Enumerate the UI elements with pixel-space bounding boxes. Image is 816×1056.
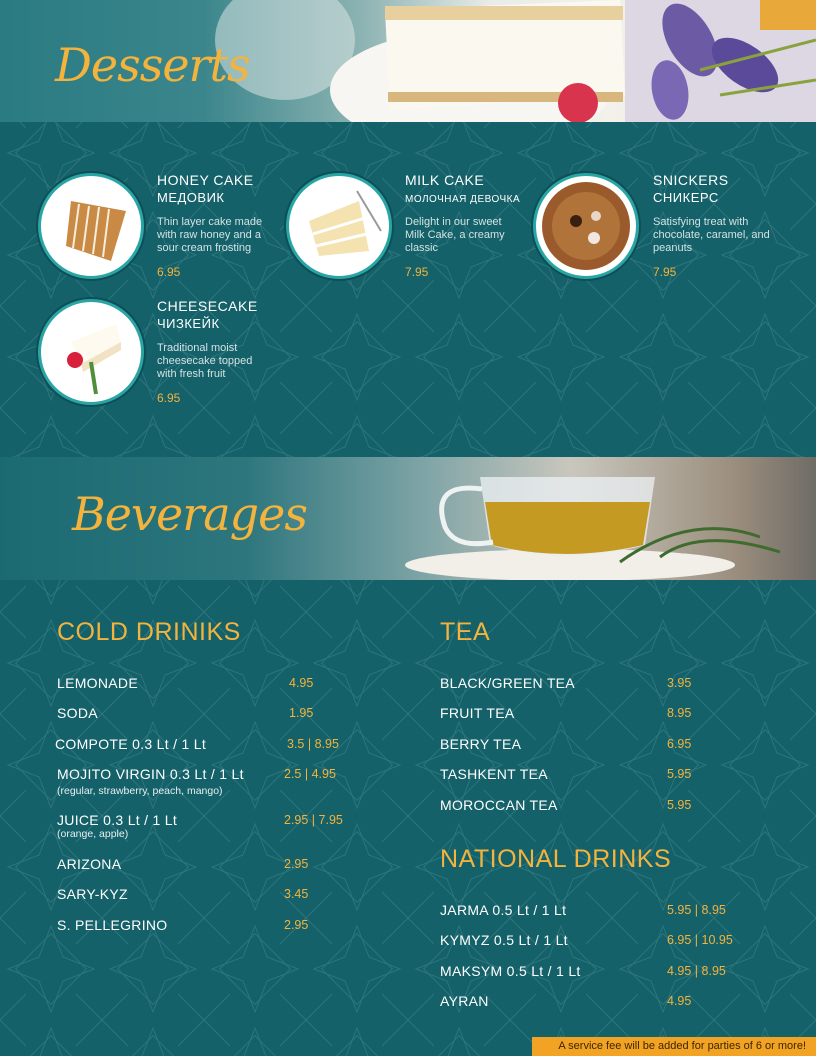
dessert-name: MILK CAKE <box>405 172 485 188</box>
lavender-flowers-image <box>625 0 816 122</box>
drink-note: (orange, apple) <box>57 828 129 840</box>
drink-name: ARIZONA <box>57 856 122 872</box>
desserts-title: Desserts <box>55 38 250 92</box>
dessert-price: 7.95 <box>653 265 677 279</box>
drink-price: 2.95 <box>284 857 309 871</box>
cold-drinks-title: COLD DRINIKS <box>57 618 241 646</box>
drink-name: BERRY TEA <box>440 736 522 752</box>
honey-cake-image <box>38 173 144 279</box>
drink-price: 4.95 <box>289 676 314 690</box>
dessert-price: 6.95 <box>157 265 181 279</box>
beverages-title: Beverages <box>72 487 307 541</box>
desserts-banner <box>0 0 816 122</box>
dessert-description: Traditional moist cheesecake topped with fresh fruit <box>157 342 253 380</box>
drink-name: JUICE 0.3 Lt / 1 Lt <box>57 812 178 828</box>
drink-price: 2.95 | 7.95 <box>284 813 343 827</box>
dessert-description: Thin layer cake made with raw honey and a sour cream frosting <box>157 216 263 254</box>
drink-name: S. PELLEGRINO <box>57 917 168 933</box>
drink-price: 1.95 <box>289 706 314 720</box>
drink-name: LEMONADE <box>57 675 138 691</box>
tea-title: TEA <box>440 618 491 646</box>
drink-price: 2.95 <box>284 918 309 932</box>
dessert-price: 6.95 <box>157 391 181 405</box>
drink-note: (regular, strawberry, peach, mango) <box>57 785 223 797</box>
beverages-banner <box>0 457 816 580</box>
drink-price: 3.5 | 8.95 <box>287 737 339 751</box>
service-fee-notice: A service fee will be added for parties of 6 or more! <box>532 1037 816 1056</box>
drink-price: 6.95 | 10.95 <box>667 933 733 947</box>
dessert-name: HONEY CAKE <box>157 172 254 188</box>
drink-name: JARMA 0.5 Lt / 1 Lt <box>440 902 567 918</box>
national-drinks-title: NATIONAL DRINKS <box>440 845 672 873</box>
drink-name: SODA <box>57 705 98 721</box>
drink-name: TASHKENT TEA <box>440 766 548 782</box>
dessert-name-ru: МОЛОЧНАЯ ДЕВОЧКА <box>405 194 521 205</box>
drink-name: MOJITO VIRGIN 0.3 Lt / 1 Lt <box>57 766 244 782</box>
cheesecake-image <box>38 299 144 405</box>
drink-price: 5.95 <box>667 798 692 812</box>
drink-price: 5.95 <box>667 767 692 781</box>
drink-name: BLACK/GREEN TEA <box>440 675 575 691</box>
drink-price: 8.95 <box>667 706 692 720</box>
drink-name: FRUIT TEA <box>440 705 515 721</box>
dessert-price: 7.95 <box>405 265 429 279</box>
dessert-description: Satisfying treat with chocolate, caramel, and peanuts <box>653 216 770 254</box>
dessert-description: Delight in our sweet Milk Cake, a creamy classic <box>405 216 505 254</box>
drink-price: 4.95 | 8.95 <box>667 964 726 978</box>
dessert-name-ru: СНИКЕРС <box>653 190 719 205</box>
snickers-image <box>533 173 639 279</box>
drink-name: COMPOTE 0.3 Lt / 1 Lt <box>55 736 207 752</box>
drink-price: 3.95 <box>667 676 692 690</box>
raspberry-image <box>558 83 598 122</box>
dessert-name-ru: ЧИЗКЕЙК <box>157 316 220 331</box>
drink-price: 2.5 | 4.95 <box>284 767 336 781</box>
drink-name: AYRAN <box>440 993 489 1009</box>
dessert-name: SNICKERS <box>653 172 729 188</box>
dessert-name: CHEESECAKE <box>157 298 258 314</box>
drink-price: 3.45 <box>284 887 309 901</box>
drink-price: 6.95 <box>667 737 692 751</box>
drink-name: MOROCCAN TEA <box>440 797 558 813</box>
drink-name: SARY-KYZ <box>57 886 128 902</box>
milk-cake-image <box>286 173 392 279</box>
drink-price: 5.95 | 8.95 <box>667 903 726 917</box>
drink-price: 4.95 <box>667 994 692 1008</box>
dessert-name-ru: МЕДОВИК <box>157 190 225 205</box>
drink-name: MAKSYM 0.5 Lt / 1 Lt <box>440 963 581 979</box>
drink-name: KYMYZ 0.5 Lt / 1 Lt <box>440 932 568 948</box>
